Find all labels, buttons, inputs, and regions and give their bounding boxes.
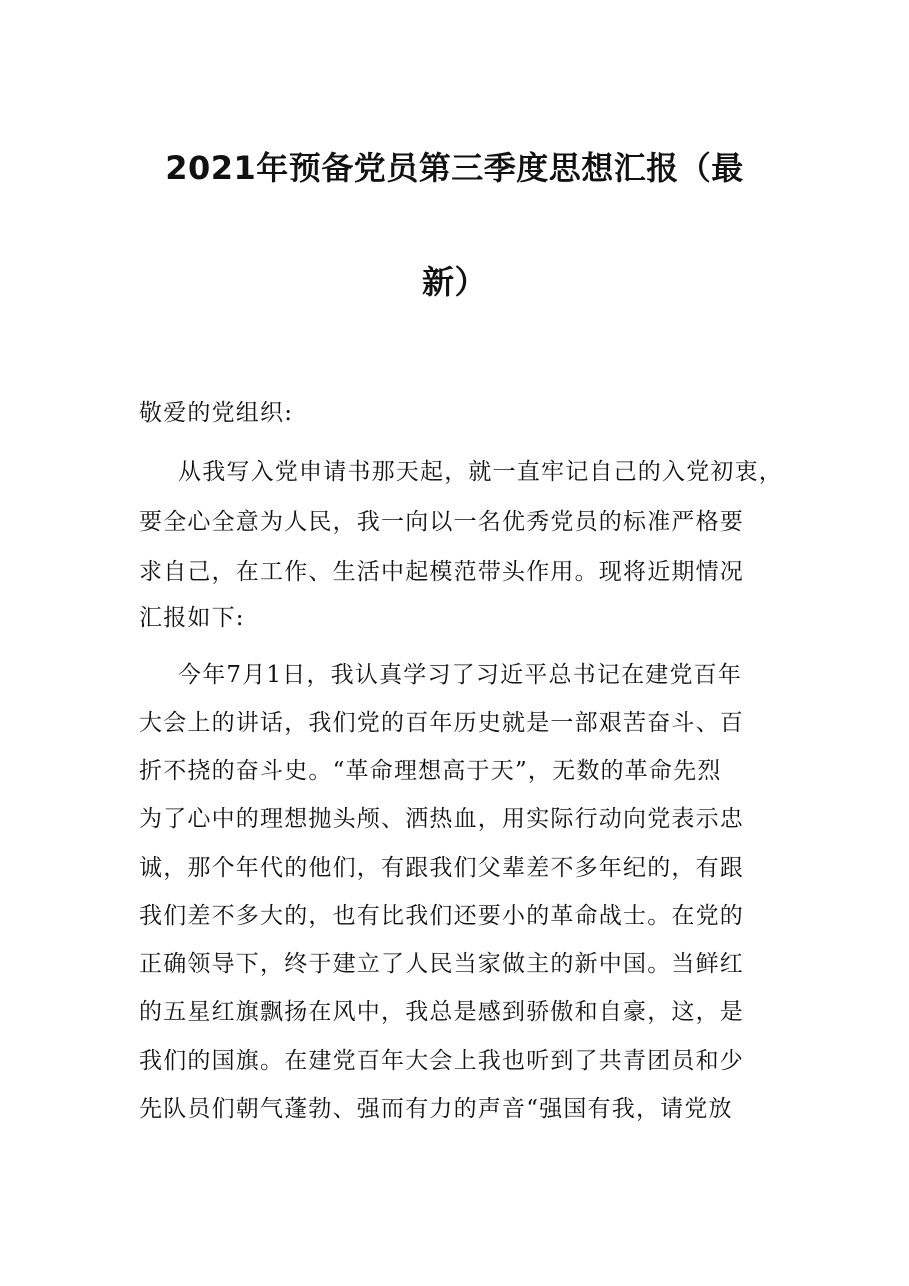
paragraph-line: 汇报如下: [139,605,245,631]
salutation: 敬爱的党组织: [139,400,294,426]
paragraph-line: 我们的国旗。在建党百年大会上我也听到了共青团员和少 [139,1048,744,1074]
paragraph-line: 我们差不多大的，也有比我们还要小的革命战士。在党的 [139,903,744,929]
paragraph-line: 折不挠的奋斗史。“革命理想高于天”，无数的革命先烈 [139,758,722,784]
paragraph-line: 为了心中的理想抛头颅、洒热血，用实际行动向党表示忠 [139,806,744,832]
document-title-line-2: 新） [421,263,487,301]
paragraph-line: 正确领导下，终于建立了人民当家做主的新中国。当鲜红 [139,951,744,977]
paragraph-line: 的五星红旗飘扬在风中，我总是感到骄傲和自豪，这，是 [139,999,744,1025]
paragraph-line: 大会上的讲话，我们党的百年历史就是一部艰苦奋斗、百 [139,710,744,736]
paragraph-line: 求自己，在工作、生活中起模范带头作用。现将近期情况 [139,559,744,585]
document-title-line-1: 2021年预备党员第三季度思想汇报（最 [165,149,744,187]
paragraph-line: 从我写入党申请书那天起，就一直牢记自己的入党初衷， [178,459,783,485]
paragraph-line: 要全心全意为人民，我一向以一名优秀党员的标准严格要 [139,509,744,535]
paragraph-line: 今年7月1日，我认真学习了习近平总书记在建党百年 [178,662,743,688]
paragraph-line: 诚，那个年代的他们，有跟我们父辈差不多年纪的，有跟 [139,855,744,881]
paragraph-line: 先队员们朝气蓬勃、强而有力的声音“强国有我，请党放 [139,1096,733,1122]
